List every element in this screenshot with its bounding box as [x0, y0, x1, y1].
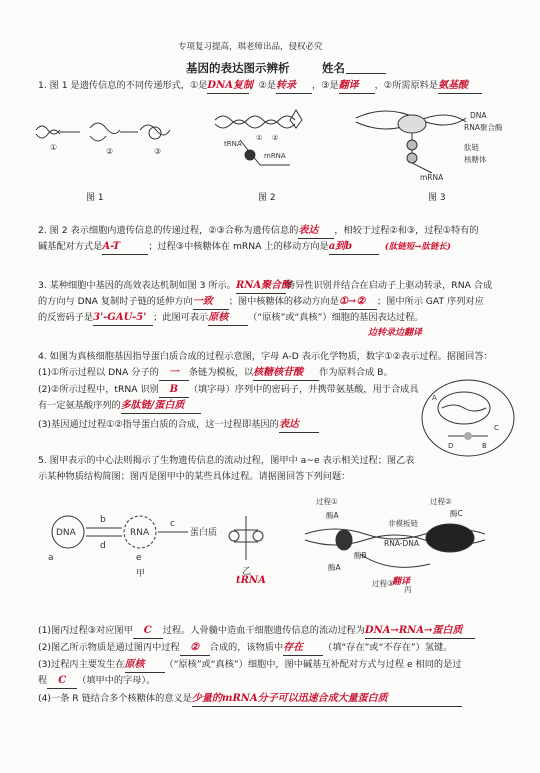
page-title: 基因的表达图示辨析: [186, 61, 290, 75]
bing-answer: 翻译: [392, 577, 411, 587]
svg-text:②: ②: [106, 147, 114, 156]
q2-ans2: A-T: [102, 240, 148, 255]
q5-ans4: 存在: [283, 641, 323, 656]
q3-line3: 的反密码子是3'-GAU-5' ；此图可表示原核 （“原核”或“真核”）细胞的基因表达过程。: [38, 311, 423, 326]
q2-note: (肽链短→肽链长): [384, 242, 451, 252]
yi-caption: 乙: [242, 567, 252, 577]
svg-text:③: ③: [154, 147, 162, 156]
q4-fig-d: D: [448, 442, 454, 450]
q5-intro1: 5. 图甲表示的中心法则揭示了生物遗传信息的流动过程，图甲中 a~e 表示相关过程；图乙表: [38, 455, 415, 466]
q2-line1: 2. 图 2 表示细胞内遗传信息的传递过程，②③合称为遗传信息的表达 ，相较于过程②和③，过程①特有的: [38, 224, 479, 239]
fig3-mrna-label: mRNA: [420, 173, 444, 182]
q1-text: 1. 图 1 是遗传信息的不同传递形式，①是DNA复制，②是转录 ，③是翻译 ，②所需原料是氨基酸: [38, 79, 482, 94]
q4-line4: (3)基因通过过程①②指导蛋白质的合成，这一过程即基因的表达: [38, 418, 319, 433]
q4-fig-b: B: [482, 442, 487, 450]
fig1-caption: 图 1: [86, 193, 104, 203]
q3-ans3: ①→②: [339, 295, 377, 310]
bing-enzC: 酶C: [450, 509, 463, 518]
bing-rnadna: RNA-DNA: [384, 539, 420, 548]
svg-text:①: ①: [256, 134, 263, 142]
q5-s3: (3)过程丙主要发生在原核 （“原核”或“真核”）细胞中，图中碱基互补配对方式与过程 e 相同的是过: [38, 658, 461, 673]
jia-protein: 蛋白质: [190, 528, 218, 538]
jia-label-b: b: [100, 515, 106, 525]
jia-label-a: a: [48, 553, 54, 563]
jia-label-c: c: [170, 519, 175, 529]
fig2-trna-label: tRNA: [224, 140, 242, 148]
q4-ans5: 表达: [279, 418, 319, 433]
q5-s4: (4)一条 R 链结合多个核糖体的意义是少量的mRNA分子可以迅速合成大量蛋白质: [38, 692, 462, 707]
bing-enzA2: 酶A: [328, 563, 341, 572]
fig3-ribosome-label: 核糖体: [464, 155, 487, 164]
svg-text:②: ②: [272, 134, 279, 142]
q5-ans5: 原核: [125, 658, 165, 673]
q5-ans3: ②: [180, 641, 210, 656]
q3-note: 边转录边翻译: [368, 328, 423, 338]
q1-ans3: 翻译: [339, 79, 375, 94]
q4-figure: [418, 376, 518, 461]
q5-s3b: 程 C （填甲中的字母）。: [38, 674, 155, 689]
jia-dna: DNA: [56, 528, 76, 538]
bing-enzB: 酶B: [354, 551, 367, 560]
q5-ans1: C: [133, 624, 163, 639]
q4-line3: 有一定氨基酸序列的多肽链/蛋白质: [38, 399, 201, 414]
q4-ans3: B: [159, 383, 189, 398]
bing-caption: 丙: [404, 585, 412, 594]
q4-ans4: 多肽链/蛋白质: [121, 399, 201, 414]
name-label: 姓名: [322, 61, 345, 75]
fig3-caption: 图 3: [428, 193, 446, 203]
q2-ans1: 表达: [298, 224, 334, 239]
bing-proc1: 过程①: [316, 497, 338, 506]
q3-ans5: 原核: [208, 311, 248, 326]
q5-s1: (1)图丙过程③对应图甲 C 过程。人骨髓中造血干细胞遗传信息的流动过程为DNA→RNA→蛋白质: [38, 624, 475, 639]
q3-ans2: 一致: [193, 295, 229, 310]
q5-s2: (2)图乙所示物质是通过图丙中过程 ② 合成的，该物质中存在 （填“存在”或“不存在”）氢键。: [38, 641, 452, 656]
jia-label-e: e: [136, 553, 142, 563]
q2-ans3: a到b: [329, 240, 379, 255]
q1-ans2: 转录: [276, 79, 312, 94]
q1-ans4: 氨基酸: [438, 79, 482, 94]
q4-line1: (1)①所示过程以 DNA 分子的 一 条链为模板，以核糖核苷酸 作为原料合成 B。: [38, 366, 393, 381]
jia-caption: 甲: [136, 569, 146, 579]
fig3-dna-label: DNA: [470, 111, 487, 120]
q4-fig-a: A: [432, 394, 437, 402]
bing-proc3: 过程③: [372, 579, 394, 588]
jia-rna: RNA: [130, 528, 150, 538]
q4-ans1: 一: [159, 366, 189, 381]
jia-label-d: d: [100, 541, 106, 551]
q4-line2: (2)②所示过程中，tRNA 识别 B （填字母）序列中的密码子，并携带氨基酸，用于合成具: [38, 383, 419, 398]
bing-nontemplate: 非模板链: [388, 519, 418, 528]
q2-line2: 碱基配对方式是A-T ；过程③中核糖体在 mRNA 上的移动方向是a到b (肽链短→肽链长): [38, 240, 451, 255]
q1-ans1: DNA复制: [207, 79, 249, 94]
figure-1: [30, 108, 180, 168]
name-blank[interactable]: [346, 73, 386, 74]
fig2-caption: 图 2: [258, 193, 276, 203]
q5-ans6: C: [47, 674, 77, 689]
q3-ans4: 3'-GAU-5': [93, 311, 153, 326]
fig3-rnap-label: RNA聚合酶: [464, 123, 503, 132]
yi-answer: tRNA: [236, 575, 266, 586]
q5-ans7: 少量的mRNA分子可以迅速合成大量蛋白质: [192, 692, 462, 707]
bing-proc2: 过程②: [430, 497, 452, 506]
q4-intro: 4. 如图为真核细胞基因指导蛋白质合成的过程示意图，字母 A-D 表示化学物质，数字①②表示过程。据图回答：: [38, 351, 493, 362]
q4-ans2: 核糖核苷酸: [253, 366, 319, 381]
q5-intro2: 示某种物质结构简图；图丙是图甲中的某些具体过程。请据图回答下列问题：: [38, 471, 351, 482]
bing-enzA: 酶A: [326, 511, 339, 520]
q3-ans1: RNA聚合酶: [236, 279, 286, 294]
figure-jia: [40, 500, 220, 580]
figure-2: [210, 100, 320, 185]
figure-3: [352, 100, 512, 185]
figure-yi: [226, 512, 266, 582]
q3-line1: 3. 某种细胞中基因的高效表达机制如图 3 所示。RNA聚合酶特异性识别并结合在启动子上驱动转录，RNA 合成: [38, 279, 492, 294]
q5-ans2: DNA→RNA→蛋白质: [365, 624, 475, 639]
fig3-peptide-label: 肽链: [464, 143, 479, 152]
header-note: 专项复习提高，琪老师出品，侵权必究: [178, 42, 323, 52]
fig2-mrna-label: mRNA: [264, 152, 286, 160]
svg-text:①: ①: [50, 143, 58, 152]
q4-fig-c: C: [494, 424, 499, 432]
q3-line2: 的方向与 DNA 复制时子链的延伸方向一致 ；图中核糖体的移动方向是①→② ；图中所示 GAT 序列对应: [38, 295, 484, 310]
